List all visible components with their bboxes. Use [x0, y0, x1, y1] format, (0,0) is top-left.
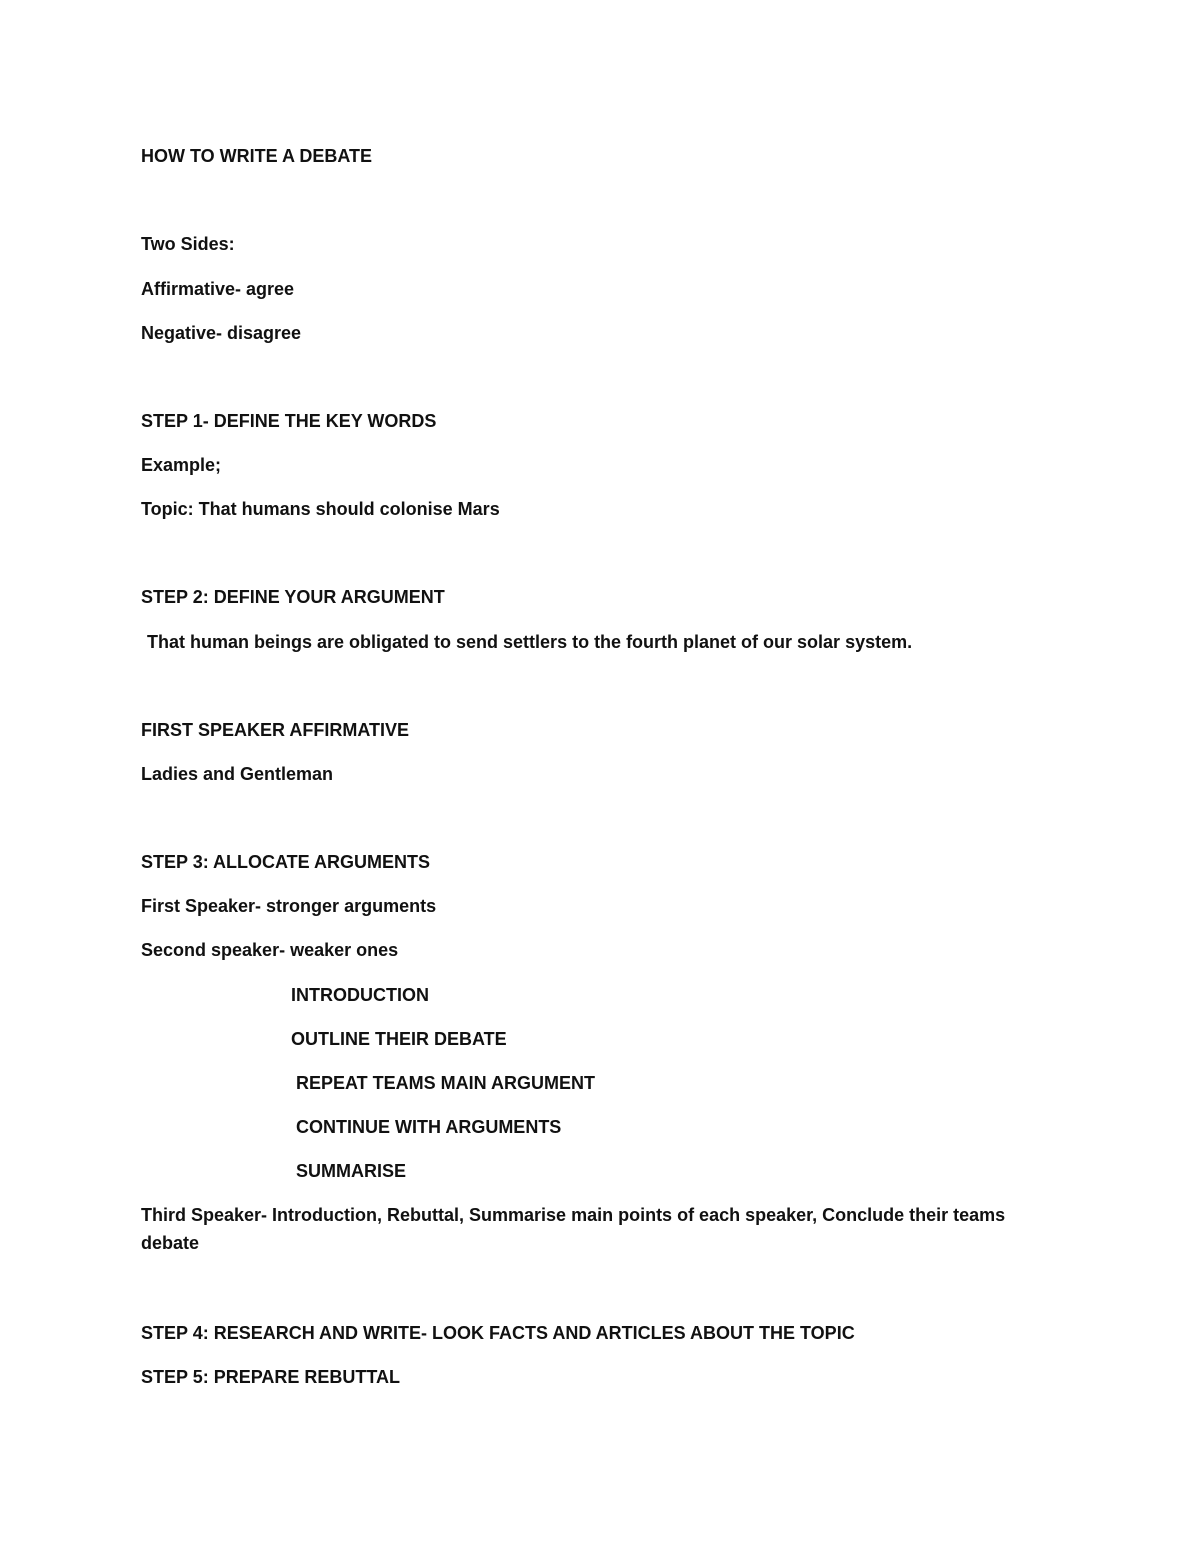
topic-line: Topic: That humans should colonise Mars	[141, 499, 500, 519]
step3-heading: STEP 3: ALLOCATE ARGUMENTS	[141, 852, 431, 872]
document-title: HOW TO WRITE A DEBATE	[141, 146, 372, 166]
step4-heading: STEP 4: RESEARCH AND WRITE- LOOK FACTS AND ARTICLES ABOUT THE TOPIC	[141, 1323, 855, 1343]
first-speaker-heading: FIRST SPEAKER AFFIRMATIVE	[141, 720, 410, 740]
step5-heading: STEP 5: PREPARE REBUTTAL	[141, 1367, 401, 1387]
first-speaker-line: First Speaker- stronger arguments	[141, 896, 437, 916]
second-speaker-line: Second speaker- weaker ones	[141, 940, 399, 960]
example-label: Example;	[141, 455, 222, 475]
affirmative-line: Affirmative- agree	[141, 279, 295, 299]
step2-heading: STEP 2: DEFINE YOUR ARGUMENT	[141, 587, 445, 607]
sides-heading: Two Sides:	[141, 234, 235, 254]
outline-item: SUMMARISE	[296, 1161, 407, 1181]
argument-line: That human beings are obligated to send settlers to the fourth planet of our solar system.	[147, 632, 913, 652]
step1-heading: STEP 1- DEFINE THE KEY WORDS	[141, 411, 437, 431]
greeting-line: Ladies and Gentleman	[141, 764, 334, 784]
outline-item: REPEAT TEAMS MAIN ARGUMENT	[296, 1073, 595, 1093]
outline-item: OUTLINE THEIR DEBATE	[291, 1029, 507, 1049]
outline-item: CONTINUE WITH ARGUMENTS	[296, 1117, 562, 1137]
negative-line: Negative- disagree	[141, 323, 302, 343]
third-speaker-line: Third Speaker- Introduction, Rebuttal, Summarise main points of each speaker, Conclude their teams debate	[141, 1205, 1006, 1253]
outline-item: INTRODUCTION	[291, 985, 429, 1005]
